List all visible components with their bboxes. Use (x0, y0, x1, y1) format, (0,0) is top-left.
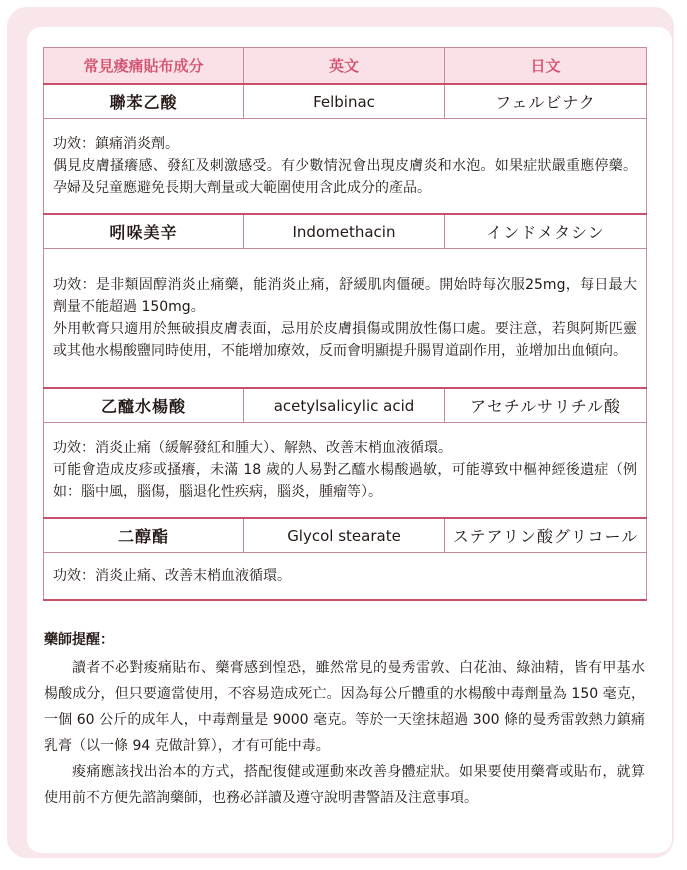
table-header-row (44, 48, 647, 85)
ingredient-chinese-name: 乙醯水楊酸 (44, 388, 244, 423)
header-ingredient: 常見痠痛貼布成分 (44, 48, 244, 85)
ingredient-row (44, 214, 647, 249)
header-english: 英文 (244, 48, 445, 85)
tip-paragraph: 讀者不必對痠痛貼布、藥膏感到惶恐，雖然常見的曼秀雷敦、白花油、綠油精，皆有甲基水楊酸成分，但只要適當使用，不容易造成死亡。因為每公斤體重的水楊酸中毒劑量為 150 毫克，一個 60 公斤的成年人，中毒劑量是 9000 毫克。等於一天塗抹超過 300 條的曼秀雷敦熱力鎮痛乳膏（以一條 94 克做計算），才有可能中毒。 (44, 660, 645, 754)
ingredient-japanese-name: インドメタシン (445, 214, 647, 249)
description-line: 外用軟膏只適用於無破損皮膚表面，忌用於皮膚損傷或開放性傷口處。要注意，若與阿斯匹靈或其他水楊酸鹽同時使用，不能增加療效，反而會明顯提升腸胃道副作用，並增加出血傾向。 (53, 321, 637, 359)
description-line: 功效：消炎止痛、改善末梢血液循環。 (53, 568, 291, 584)
description-line: 可能會造成皮疹或搔癢，未滿 18 歲的人易對乙醯水楊酸過敏，可能導致中樞神經後遺症（例如：腦中風，腦傷，腦退化性疾病，腦炎，腫瘤等）。 (53, 462, 637, 500)
ingredient-description-row (44, 423, 647, 519)
tip-paragraph: 痠痛應該找出治本的方式，搭配復健或運動來改善身體症狀。如果要使用藥膏或貼布，就算使用前不方便先諮詢藥師，也務必詳讀及遵守說明書警語及注意事項。 (44, 764, 645, 806)
description-line: 功效：消炎止痛（緩解發紅和腫大）、解熱、改善末梢血液循環。 (53, 440, 452, 456)
ingredient-description-row (44, 249, 647, 389)
description-line: 功效：鎮痛消炎劑。 (53, 136, 179, 152)
ingredient-chinese-name: 聯苯乙酸 (44, 84, 244, 119)
description-line: 功效：是非類固醇消炎止痛藥，能消炎止痛，舒緩肌肉僵硬。開始時每次服25mg，每日最大劑量不能超過 150mg。 (53, 277, 637, 315)
ingredient-english-name: Glycol stearate (244, 518, 445, 553)
ingredient-row (44, 84, 647, 119)
header-japanese: 日文 (445, 48, 647, 85)
ingredient-chinese-name: 吲哚美辛 (44, 214, 244, 249)
ingredient-description (44, 249, 647, 389)
ingredient-chinese-name: 二醇酯 (44, 518, 244, 553)
ingredient-description-row (44, 553, 647, 601)
ingredient-english-name: acetylsalicylic acid (244, 388, 445, 423)
ingredient-japanese-name: アセチルサリチル酸 (445, 388, 647, 423)
ingredient-japanese-name: フェルビナク (445, 84, 647, 119)
description-line: 偶見皮膚搔癢感、發紅及刺激感受。有少數情況會出現皮膚炎和水泡。如果症狀嚴重應停藥。孕婦及兒童應避免長期大劑量或大範圍使用含此成分的產品。 (53, 158, 637, 196)
ingredient-row (44, 388, 647, 423)
ingredient-row (44, 518, 647, 553)
ingredient-description-row (44, 119, 647, 215)
ingredient-japanese-name: ステアリン酸グリコール (445, 518, 647, 553)
ingredient-table (43, 47, 647, 601)
ingredient-description (44, 553, 647, 601)
ingredient-description (44, 423, 647, 519)
tip-title: 藥師提醒： (44, 632, 114, 648)
ingredient-description (44, 119, 647, 215)
ingredient-english-name: Felbinac (244, 84, 445, 119)
ingredient-english-name: Indomethacin (244, 214, 445, 249)
pharmacist-tip (44, 629, 645, 811)
